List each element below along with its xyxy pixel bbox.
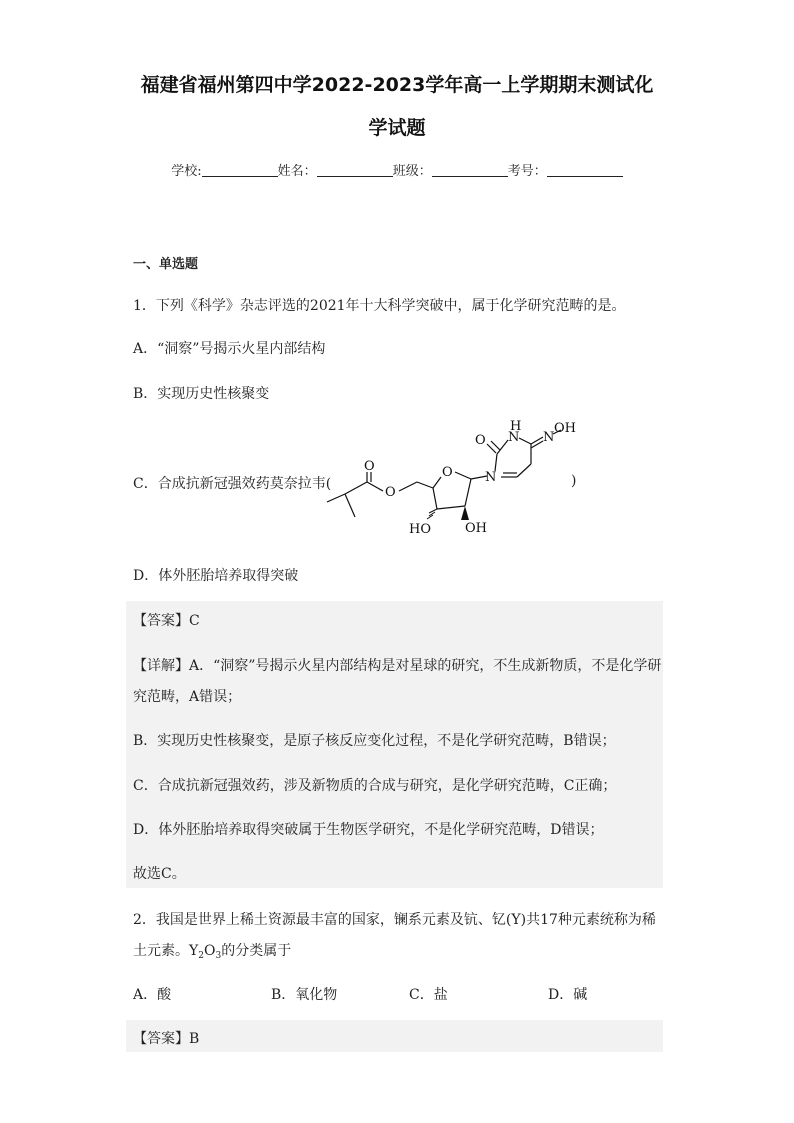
atom-o-ring: O bbox=[442, 465, 453, 480]
q2-stem-1: 2．我国是世界上稀土资源最丰富的国家，镧系元素及钪、钇(Y)共17种元素统称为稀 bbox=[133, 912, 656, 928]
q1-detail-4: D．体外胚胎培养取得突破属于生物医学研究，不是化学研究范畴，D错误； bbox=[133, 822, 604, 838]
atom-o2: O bbox=[475, 433, 486, 448]
atom-ho-3: HO bbox=[409, 522, 431, 537]
q2-answer-box bbox=[126, 1020, 663, 1052]
atom-n-oxime: N bbox=[543, 430, 555, 445]
q1-option-b: B．实现历史性核聚变 bbox=[133, 386, 270, 402]
q2-option-b: B．氧化物 bbox=[271, 987, 338, 1003]
q2-option-c: C．盐 bbox=[409, 987, 448, 1003]
q1-detail-5: 故选C。 bbox=[133, 866, 186, 882]
q2-sub-2: 3 bbox=[215, 951, 222, 961]
atom-oh-2: OH bbox=[465, 521, 487, 536]
q1-detail-3: C．合成抗新冠强效药，涉及新物质的合成与研究，是化学研究范畴，C正确； bbox=[133, 778, 617, 794]
q2-stem-2a: 土元素。Y bbox=[133, 943, 199, 959]
q2-stem-2b: O bbox=[203, 943, 216, 959]
exam-no-blank[interactable] bbox=[547, 162, 623, 177]
section-heading: 一、单选题 bbox=[133, 257, 199, 272]
atom-o-carbonyl: O bbox=[364, 459, 375, 474]
atom-n3: N bbox=[508, 430, 520, 445]
q2-stem-2c: 的分类属于 bbox=[221, 943, 292, 959]
q1-detail-1a: 【详解】A．“洞察”号揭示火星内部结构是对星球的研究，不生成新物质，不是化学研 bbox=[133, 658, 662, 674]
q2-stem-2 bbox=[133, 940, 291, 961]
name-blank[interactable] bbox=[317, 162, 393, 177]
page-title-line-1: 福建省福州第四中学2022-2023学年高一上学期期末测试化 bbox=[140, 74, 654, 96]
atom-n1: N bbox=[485, 470, 497, 485]
class-blank[interactable] bbox=[432, 162, 508, 177]
molnupiravir-structure bbox=[325, 420, 585, 545]
school-blank[interactable] bbox=[202, 162, 278, 177]
school-label: 学校: bbox=[171, 164, 202, 179]
q1-detail-1b: 究范畴，A错误； bbox=[133, 689, 242, 705]
q1-option-c-close: ) bbox=[571, 473, 577, 489]
page-title-line-2: 学试题 bbox=[368, 117, 426, 139]
q1-option-d: D．体外胚胎培养取得突破 bbox=[133, 568, 299, 584]
q1-detail-2: B．实现历史性核聚变，是原子核反应变化过程，不是化学研究范畴，B错误； bbox=[133, 733, 616, 749]
q2-option-a: A．酸 bbox=[133, 987, 172, 1003]
q1-option-c: C．合成抗新冠强效药莫奈拉韦( bbox=[133, 476, 332, 492]
atom-h3: H bbox=[510, 420, 522, 434]
q2-answer: 【答案】B bbox=[133, 1031, 200, 1047]
atom-o-ester: O bbox=[385, 485, 396, 500]
exam-no-label: 考号： bbox=[507, 164, 547, 179]
atom-oh-oxime: OH bbox=[554, 421, 576, 436]
q1-stem: 1．下列《科学》杂志评选的2021年十大科学突破中，属于化学研究范畴的是。 bbox=[133, 298, 626, 314]
class-label: 班级： bbox=[392, 164, 432, 179]
q2-option-d: D．碱 bbox=[548, 987, 588, 1003]
q1-answer: 【答案】C bbox=[133, 613, 200, 629]
q2-sub-1: 2 bbox=[198, 951, 204, 961]
student-info-row bbox=[0, 160, 794, 179]
q1-option-a: A．“洞察”号揭示火星内部结构 bbox=[133, 341, 326, 357]
name-label: 姓名： bbox=[277, 164, 317, 179]
